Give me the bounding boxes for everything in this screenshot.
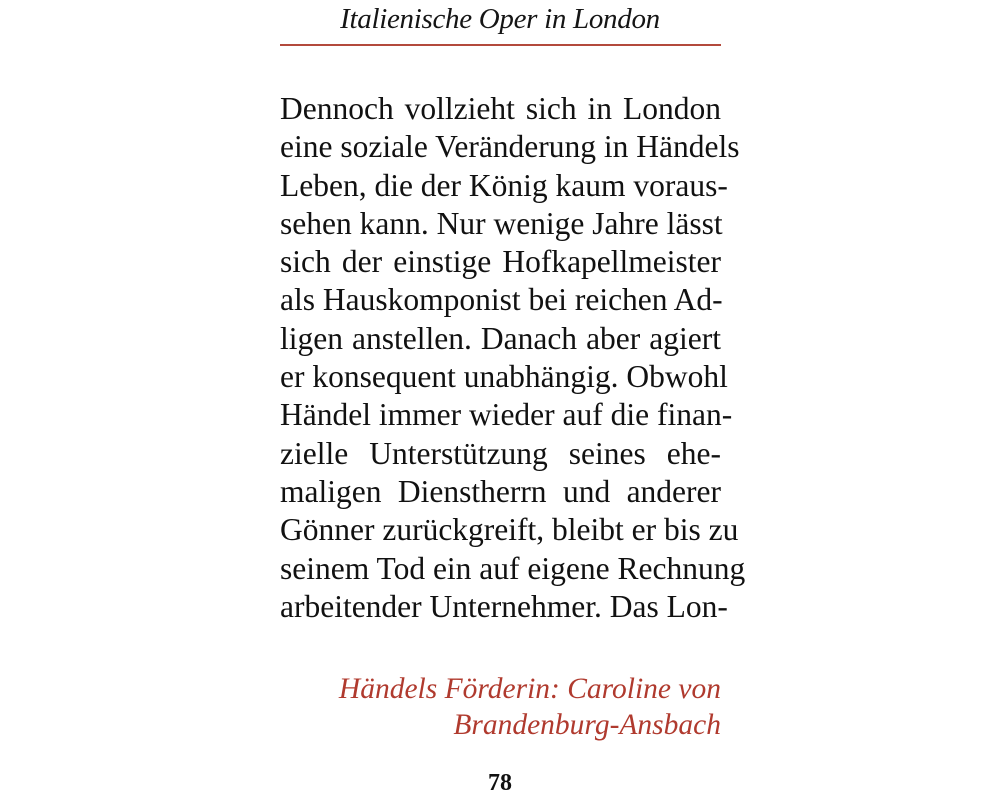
text-line: Gönner zurückgreift, bleibt er bis zu (280, 512, 739, 548)
text-line: seinem Tod ein auf eigene Rechnung (280, 550, 746, 586)
text-line: sehen kann. Nur wenige Jahre lässt (280, 205, 723, 241)
text-line: er konsequent unabhängig. Obwohl (280, 359, 728, 395)
header-rule (280, 44, 721, 46)
text-line: sich der einstige Hofkapellmeister (280, 244, 721, 280)
body-paragraph (280, 90, 746, 626)
image-caption (280, 672, 721, 743)
caption-line: Händels Förderin: Caroline von (338, 673, 721, 705)
text-line: arbeitender Unternehmer. Das Lon- (280, 588, 728, 624)
text-line: eine soziale Veränderung in Händels (280, 129, 740, 165)
caption-line: Brandenburg-Ansbach (453, 708, 721, 741)
text-line: als Hauskomponist bei reichen Ad- (280, 282, 723, 318)
text-line: Leben, die der König kaum voraus- (280, 167, 728, 203)
text-line: Händel immer wieder auf die finan- (280, 397, 733, 433)
text-line: maligen Dienstherrn und anderer (280, 473, 721, 509)
text-line: zielle Unterstützung seines ehe- (280, 435, 721, 471)
running-header: Italienische Oper in London (340, 3, 660, 35)
page-number: 78 (488, 770, 512, 796)
text-line: ligen anstellen. Danach aber agiert (280, 320, 721, 356)
text-line: Dennoch vollzieht sich in London (280, 91, 721, 126)
